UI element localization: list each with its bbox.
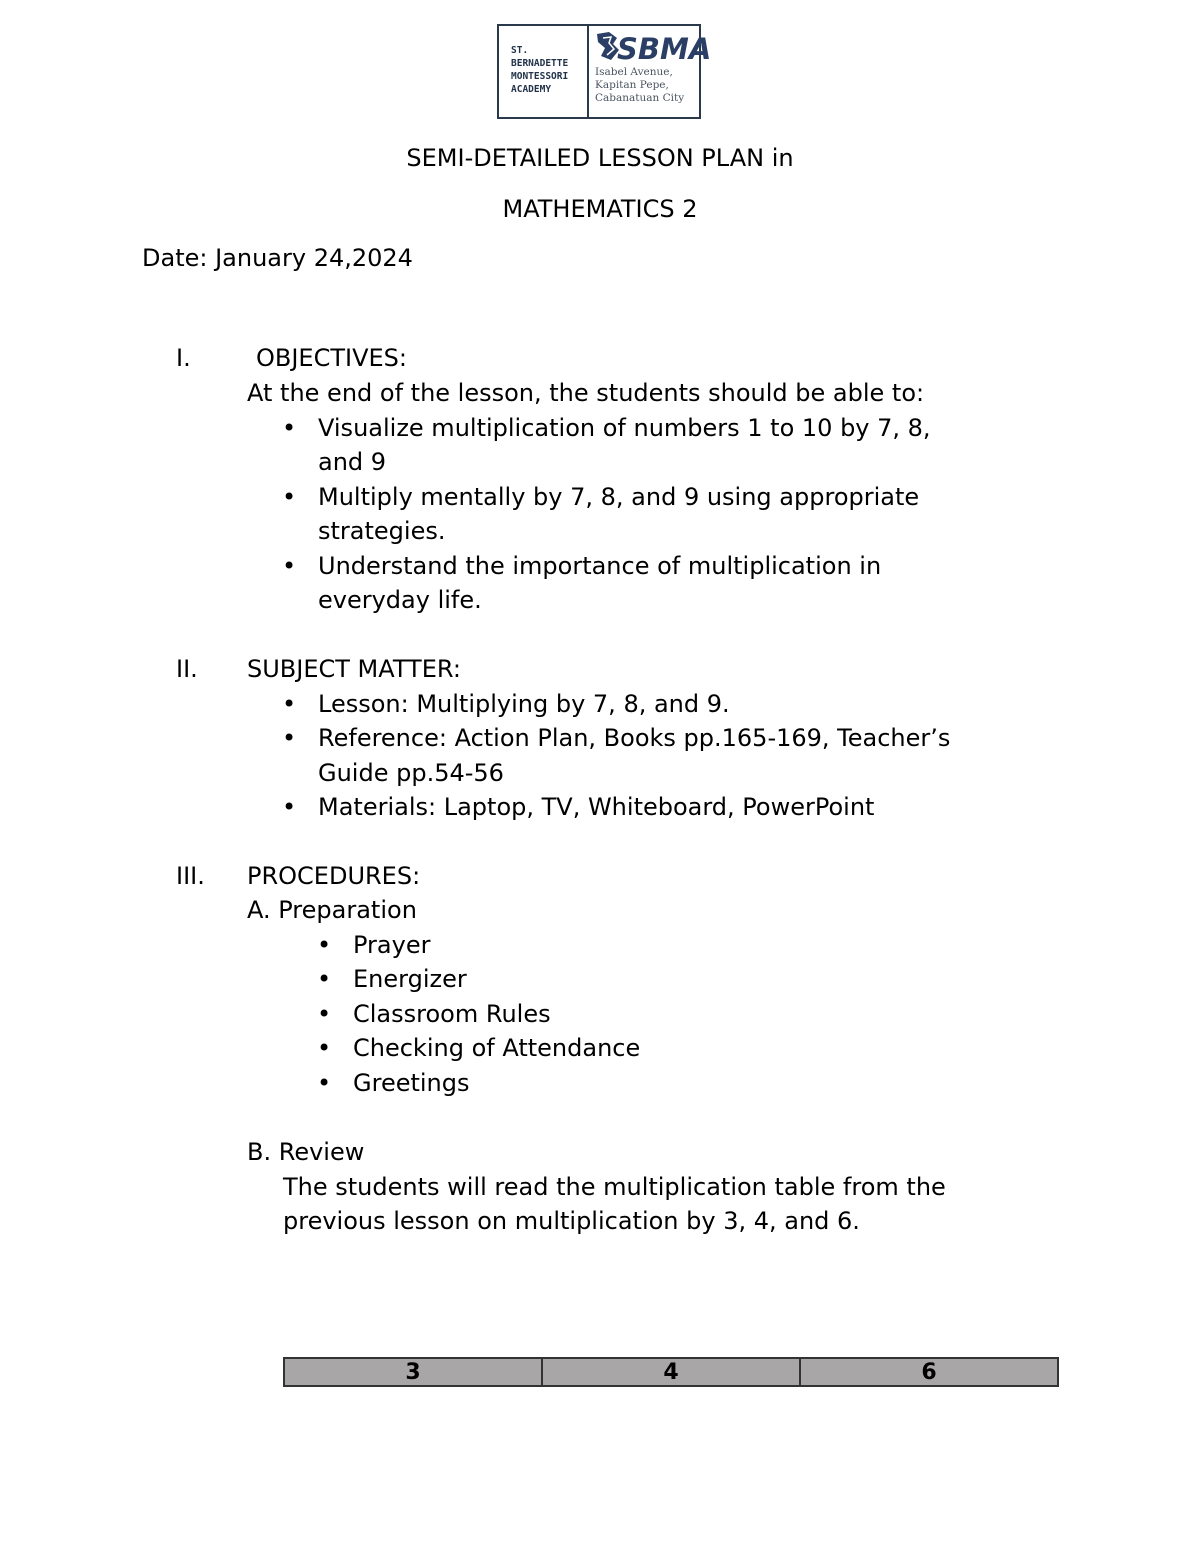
list-item-continuation: strategies. <box>318 517 446 545</box>
school-name-line: MONTESSORI <box>511 71 569 82</box>
table-header-cell: 4 <box>542 1358 800 1386</box>
list-item: • Classroom Rules <box>353 1002 551 1026</box>
sbma-mark-icon <box>595 30 712 66</box>
logo-mark-text: SBMA <box>617 32 712 66</box>
section-numeral: I. <box>176 344 191 372</box>
school-name-block <box>499 26 589 117</box>
list-item: • Greetings <box>353 1071 470 1095</box>
list-item: • Materials: Laptop, TV, Whiteboard, PowerPoint <box>318 795 874 819</box>
school-mark-block <box>589 26 712 117</box>
list-item-continuation: Guide pp.54-56 <box>318 759 504 787</box>
school-address <box>595 66 695 105</box>
address-line: Cabanatuan City <box>595 92 685 104</box>
section-heading-objectives: OBJECTIVES: <box>256 344 407 372</box>
address-line: Isabel Avenue, <box>595 66 673 78</box>
review-text: The students will read the multiplication table from the <box>283 1173 946 1201</box>
school-name-line: BERNADETTE <box>511 58 569 69</box>
list-item: • Understand the importance of multiplication in <box>318 554 881 578</box>
multiplication-table <box>283 1357 1059 1387</box>
table-header-cell: 6 <box>800 1358 1058 1386</box>
section-heading-procedures: PROCEDURES: <box>247 862 421 890</box>
list-item: • Checking of Attendance <box>353 1036 640 1060</box>
list-item: • Prayer <box>353 933 430 957</box>
address-line: Kapitan Pepe, <box>595 79 669 91</box>
document-title: SEMI-DETAILED LESSON PLAN in <box>406 144 794 172</box>
section-numeral: III. <box>176 862 205 890</box>
lesson-date: Date: January 24,2024 <box>142 244 413 272</box>
school-logo <box>497 24 712 119</box>
list-item-continuation: and 9 <box>318 448 387 476</box>
objectives-intro: At the end of the lesson, the students should be able to: <box>247 379 925 407</box>
section-heading-subject-matter: SUBJECT MATTER: <box>247 655 461 683</box>
subsection-heading-review: B. Review <box>247 1138 365 1166</box>
document-subtitle: MATHEMATICS 2 <box>502 195 698 223</box>
school-name-line: ACADEMY <box>511 84 552 95</box>
list-item: • Lesson: Multiplying by 7, 8, and 9. <box>318 692 730 716</box>
subsection-heading-preparation: A. Preparation <box>247 896 417 924</box>
list-item: • Reference: Action Plan, Books pp.165-169, Teacher’s <box>318 726 950 750</box>
list-item: • Visualize multiplication of numbers 1 to 10 by 7, 8, <box>318 416 931 440</box>
section-numeral: II. <box>176 655 198 683</box>
table-header-cell: 3 <box>284 1358 542 1386</box>
list-item-continuation: everyday life. <box>318 586 482 614</box>
list-item: • Multiply mentally by 7, 8, and 9 using appropriate <box>318 485 919 509</box>
school-name-line: ST. <box>511 45 529 56</box>
review-text: previous lesson on multiplication by 3, 4, and 6. <box>283 1207 860 1235</box>
table-header-row <box>284 1358 1058 1386</box>
list-item: • Energizer <box>353 967 467 991</box>
